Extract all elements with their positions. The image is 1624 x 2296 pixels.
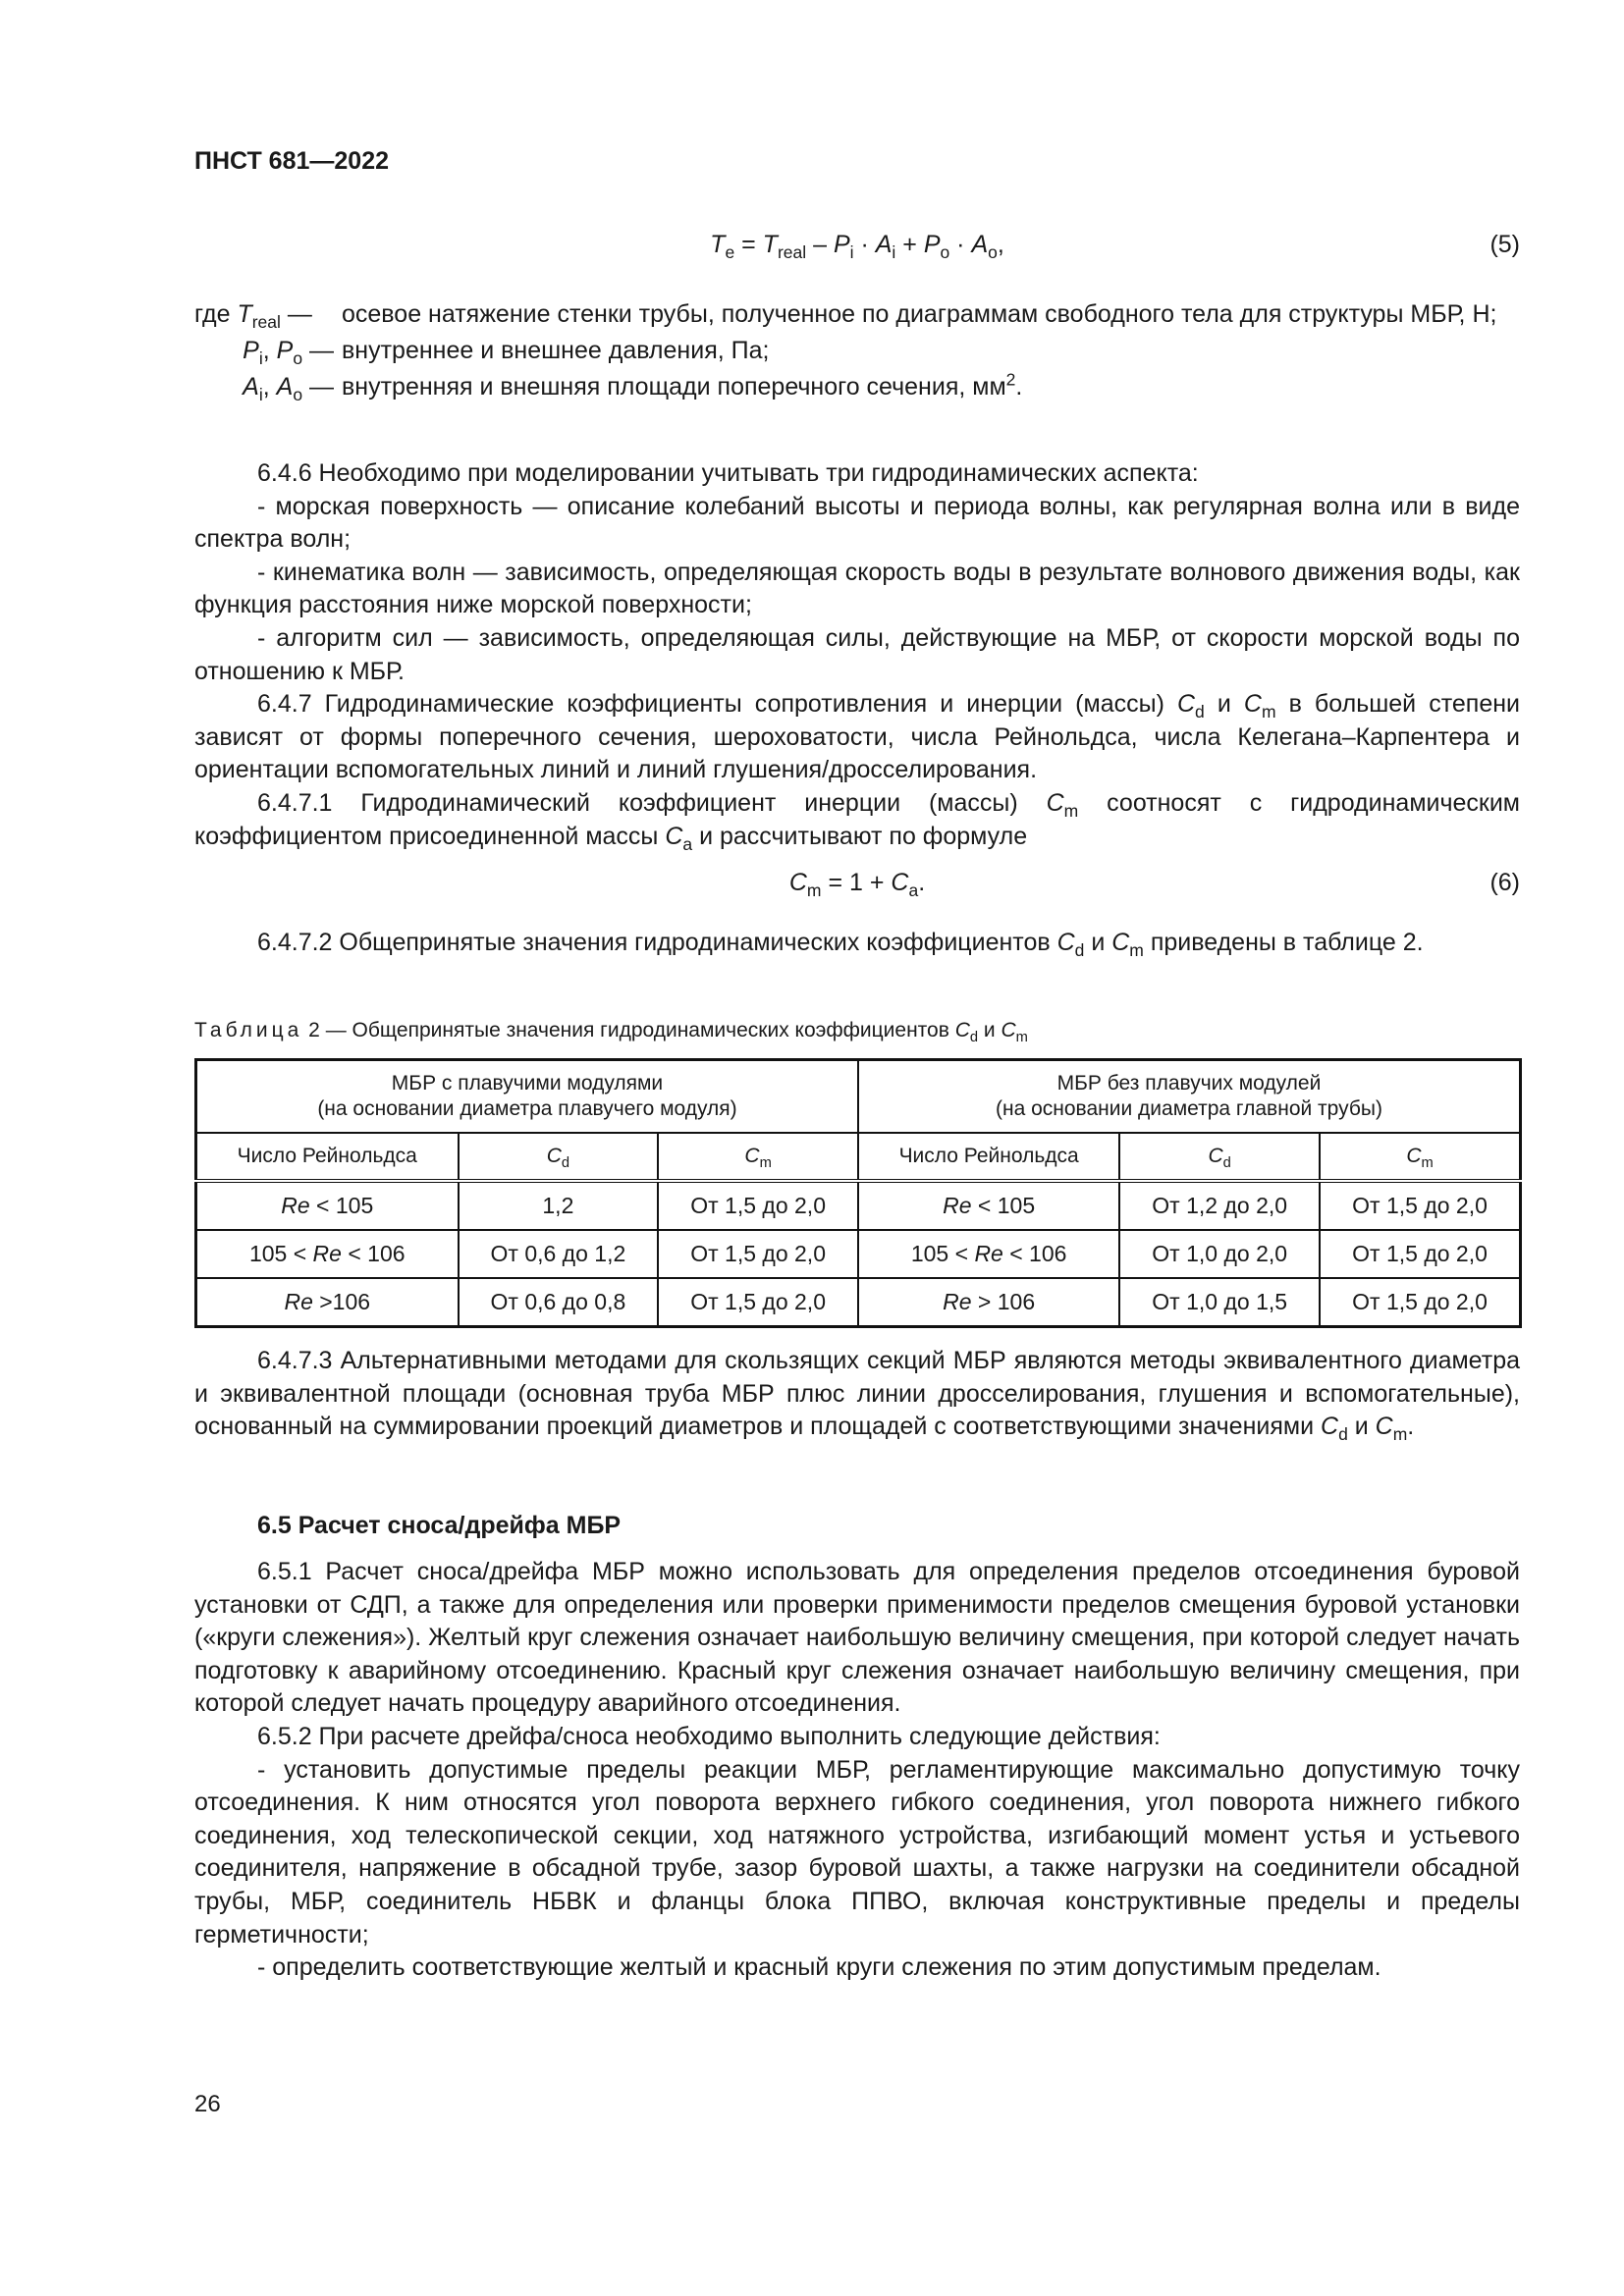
text-run: 6.5.1 Расчет сноса/дрейфа МБР можно использовать для определения пределов отсоединения буровой установки от СДП, а также для определения или проверки применимости пределов смещения буровой установки («круги слежения»). Желтый круг слежения означает наибольшую величину смещения, при которой следует начать подготовку к аварийному отсоединению. Красный круг слежения означает наибольшую величину смещения, при которой следует начать процедуру аварийного отсоединения. (194, 1558, 1520, 1718)
text-run: < 105 (309, 1193, 374, 1218)
math-symbol: Re (284, 1289, 313, 1314)
subscript: i (892, 242, 896, 263)
text-run: От 1,5 до 2,0 (690, 1289, 826, 1314)
text-run: , (997, 231, 1004, 258)
table-cell (658, 1181, 858, 1230)
paragraph (194, 1951, 1520, 1985)
subscript: d (1195, 702, 1205, 722)
table-cell (858, 1230, 1119, 1278)
subscript: e (725, 242, 735, 263)
text-run: - морская поверхность — описание колебаний высоты и периода волны, как регулярная волна или в виде спектра волн; (194, 492, 1520, 554)
subscript: m (1421, 1155, 1434, 1172)
math-symbol: Re (974, 1241, 1003, 1266)
subscript: o (988, 242, 998, 263)
text-run: 105 < (910, 1241, 975, 1266)
subscript: i (849, 242, 854, 263)
text-run: От 0,6 до 0,8 (490, 1289, 626, 1314)
text-run: От 1,5 до 2,0 (1352, 1289, 1488, 1314)
legend-description: внутреннее и внешнее давления, Па; (342, 337, 770, 364)
text-run: в большей степени зависят от формы поперечного сечения, шероховатости, числа Рейнольдса, числа Келегана–Карпентера и ориентации вспомогательных линий и линий глушения/дросселирования. (194, 690, 1520, 784)
math-symbol: P (923, 231, 941, 258)
group-header-without-modules: МБР без плавучих модулей (на основании диаметра главной трубы) (858, 1060, 1521, 1134)
text-run: 1,2 (542, 1193, 574, 1218)
text-run: - определить соответствующие желтый и красный круги слежения по этим допустимым пределам. (257, 1953, 1381, 1982)
math-symbol: Re (943, 1193, 972, 1218)
text-run: и (1204, 690, 1244, 719)
math-symbol: P (276, 337, 294, 364)
text-run: 6.4.7 Гидродинамические коэффициенты сопротивления и инерции (массы) (257, 690, 1177, 719)
table-row (196, 1181, 1521, 1230)
legend-superscript: 2 (1005, 369, 1016, 390)
table-row (196, 1278, 1521, 1327)
math-symbol: A (875, 231, 893, 258)
table-cell (196, 1230, 459, 1278)
coefficients-table (194, 1058, 1522, 1328)
text-run: – (806, 231, 834, 258)
table-cell (858, 1181, 1119, 1230)
math-symbol: C (1176, 690, 1196, 719)
column-header (1320, 1133, 1520, 1181)
text-run: — (302, 373, 334, 400)
paragraph (194, 1754, 1520, 1952)
subscript: i (258, 385, 263, 405)
math-symbol: Re (312, 1241, 342, 1266)
subscript: d (1222, 1155, 1231, 1172)
math-symbol: C (1111, 929, 1130, 956)
text-run: < 105 (971, 1193, 1036, 1218)
legend-description: осевое натяжение стенки трубы, полученное по диаграммам свободного тела для структуры МБР, Н; (342, 300, 1497, 328)
subscript: a (908, 881, 919, 901)
paragraph (194, 1721, 1520, 1754)
text-run: От 1,5 до 2,0 (1352, 1241, 1488, 1266)
table-row (196, 1230, 1521, 1278)
math-symbol: C (1208, 1145, 1223, 1167)
legend-row (194, 333, 1520, 369)
table-cell (658, 1278, 858, 1327)
subscript: m (759, 1155, 772, 1172)
legend-symbol (194, 333, 342, 369)
subscript: o (293, 348, 303, 369)
math-symbol: A (276, 373, 294, 400)
subscript: m (806, 881, 822, 901)
table-column-header-row (196, 1133, 1521, 1181)
paragraphs-block-4 (194, 1556, 1520, 1985)
paragraph (194, 1556, 1520, 1721)
formula-legend (194, 296, 1520, 405)
math-symbol: P (833, 231, 850, 258)
subscript: m (1129, 940, 1144, 961)
text-run: - кинематика волн — зависимость, определяющая скорость воды в результате волнового движения воды, как функция расстояния ниже морской поверхности; (194, 558, 1520, 619)
math-symbol: P (243, 337, 259, 364)
math-symbol: C (546, 1145, 562, 1167)
text-run: . (918, 869, 926, 896)
text-run: . (1407, 1413, 1415, 1441)
math-symbol: C (1046, 788, 1064, 817)
text-run: - алгоритм сил — зависимость, определяющая силы, действующие на МБР, от скорости морской воды по отношению к МБР. (194, 623, 1520, 685)
legend-description (342, 369, 1520, 405)
paragraph (194, 1345, 1520, 1444)
table-caption: Таблица 2 — Общепринятые значения гидродинамических коэффициентов $C_d$ и $C_m$ (194, 1019, 1028, 1046)
column-header (459, 1133, 659, 1181)
subscript: m (1392, 1424, 1408, 1445)
table-cell (1119, 1278, 1320, 1327)
text-run: и рассчитывают по формуле (692, 822, 1028, 850)
subscript: d (1074, 940, 1085, 961)
text-run: и (1347, 1413, 1376, 1441)
paragraph (194, 557, 1520, 622)
text-run: · (853, 231, 876, 258)
group-header-with-modules: МБР с плавучими модулями (на основании диаметра плавучего модуля) (196, 1060, 858, 1134)
paragraph (194, 457, 1520, 491)
text-run: = (734, 231, 763, 258)
subscript: d (1338, 1424, 1348, 1445)
subscript: o (940, 242, 950, 263)
formula-5-expression (194, 231, 1520, 263)
column-header (658, 1133, 858, 1181)
text-run: > 106 (971, 1289, 1036, 1314)
column-header (858, 1133, 1119, 1181)
column-header (1119, 1133, 1320, 1181)
page-number: 26 (194, 2091, 221, 2117)
table-body (196, 1181, 1521, 1327)
text-run: 6.4.6 Необходимо при моделировании учитывать три гидродинамических аспекта: (257, 459, 1199, 487)
text-run: От 1,0 до 2,0 (1152, 1241, 1288, 1266)
paragraph (194, 688, 1520, 787)
math-symbol: C (1375, 1413, 1393, 1441)
table-caption-label: Таблица (194, 1019, 303, 1041)
table-cell (459, 1181, 659, 1230)
math-symbol: T (237, 300, 252, 328)
subscript: m (1063, 801, 1079, 822)
text-run: — (280, 300, 312, 328)
text-run: От 1,5 до 2,0 (1352, 1193, 1488, 1218)
text-run: - установить допустимые пределы реакции МБР, регламентирующие максимально допустимую точку отсоединения. К ним относятся угол поворота верхнего гибкого соединения, угол поворота нижнего гибкого соединения, ход телескопической секции, ход натяжного устройства, изгибающий момент устья и устьевого соединителя, напряжение в обсадной трубе, зазор буровой шахты, а также нагрузки на соединители обсадной трубы, МБР, соединитель НБВК и фланцы блока ППВО, включая конструктивные пределы и пределы герметичности; (194, 1755, 1520, 1949)
text-run: 6.4.7.1 Гидродинамический коэффициент инерции (массы) (257, 788, 1047, 817)
math-symbol: A (971, 231, 989, 258)
table-cell (1320, 1230, 1520, 1278)
text-run: , (262, 337, 277, 364)
math-symbol: C (891, 869, 909, 896)
paragraph (194, 787, 1520, 853)
document-header: ПНСТ 681—2022 (194, 147, 389, 175)
subscript: real (777, 242, 807, 263)
text-run: От 1,2 до 2,0 (1152, 1193, 1288, 1218)
formula-6-expression (194, 869, 1520, 901)
text-run: и (1084, 929, 1112, 956)
text-run: От 1,0 до 1,5 (1152, 1289, 1288, 1314)
table-cell (1320, 1278, 1520, 1327)
text-run: 6.4.7.3 Альтернативными методами для скользящих секций МБР являются методы эквивалентного диаметра и эквивалентной площади (основная труба МБР плюс линии дросселирования, глушения и вспомогательные), основанный на суммировании проекций диаметров и площадей с соответствующими значениями (194, 1347, 1520, 1441)
text-run: < 106 (1002, 1241, 1067, 1266)
paragraphs-block-1 (194, 457, 1520, 853)
text-run: = 1 + (821, 869, 892, 896)
legend-symbol (194, 296, 342, 333)
subscript: real (251, 312, 281, 333)
subscript: a (682, 833, 693, 854)
text-run: , (262, 373, 277, 400)
table-cell (196, 1278, 459, 1327)
formula-6-number: (6) (1489, 869, 1520, 896)
legend-text: внутренняя и внешняя площади поперечного сечения, мм (342, 373, 1006, 400)
table-cell (1119, 1230, 1320, 1278)
math-symbol: C (665, 822, 683, 850)
text-run: >106 (312, 1289, 371, 1314)
math-symbol: A (243, 373, 259, 400)
text-run: + (895, 231, 924, 258)
math-symbol: Re (281, 1193, 310, 1218)
text-run: < 106 (341, 1241, 406, 1266)
math-symbol: C (1056, 929, 1075, 956)
legend-row (194, 296, 1520, 333)
text-run: 6.4.7.2 Общепринятые значения гидродинамических коэффициентов (257, 929, 1057, 956)
table-cell (459, 1278, 659, 1327)
section-heading: 6.5 Расчет сноса/дрейфа МБР (257, 1512, 622, 1539)
column-header (196, 1133, 459, 1181)
table-caption-text: 2 — Общепринятые значения гидродинамических коэффициентов (302, 1019, 955, 1041)
table-cell (858, 1278, 1119, 1327)
legend-end: . (1015, 373, 1023, 400)
text-run: 105 < (248, 1241, 313, 1266)
text-run: 6.5.2 При расчете дрейфа/сноса необходимо выполнить следующие действия: (257, 1722, 1161, 1750)
paragraph (194, 491, 1520, 557)
math-symbol: C (788, 869, 807, 896)
text-run: От 0,6 до 1,2 (490, 1241, 626, 1266)
formula-5-number: (5) (1489, 231, 1520, 258)
table-cell (196, 1181, 459, 1230)
subscript: d (561, 1155, 570, 1172)
math-symbol: C (744, 1145, 760, 1167)
text-run: Число Рейнольдса (237, 1145, 417, 1167)
paragraphs-block-2 (194, 927, 1520, 960)
table-cell (1119, 1181, 1320, 1230)
table-cell (658, 1230, 858, 1278)
table-cell (459, 1230, 659, 1278)
legend-row (194, 369, 1520, 405)
legend-symbol (194, 369, 342, 405)
math-symbol: T (762, 231, 778, 258)
math-symbol: C (1406, 1145, 1422, 1167)
text-run: — (302, 337, 334, 364)
text-run: приведены в таблице 2. (1143, 929, 1424, 956)
math-symbol: T (710, 231, 726, 258)
math-symbol: Re (943, 1289, 972, 1314)
subscript: o (293, 385, 303, 405)
text-run: соотносят с гидродинамическим коэффициентом присоединенной массы (194, 788, 1520, 850)
table-group-header-row (196, 1060, 1521, 1134)
text-run: От 1,5 до 2,0 (690, 1193, 826, 1218)
text-run: Число Рейнольдса (898, 1145, 1079, 1167)
paragraphs-block-3 (194, 1345, 1520, 1444)
text-run: · (949, 231, 972, 258)
paragraph (194, 927, 1520, 960)
subscript: m (1261, 702, 1276, 722)
math-symbol: C (1243, 690, 1262, 719)
table-cell (1320, 1181, 1520, 1230)
subscript: i (258, 348, 263, 369)
paragraph (194, 622, 1520, 688)
text-run: От 1,5 до 2,0 (690, 1241, 826, 1266)
text-run: где (194, 300, 238, 328)
math-symbol: C (1321, 1413, 1339, 1441)
